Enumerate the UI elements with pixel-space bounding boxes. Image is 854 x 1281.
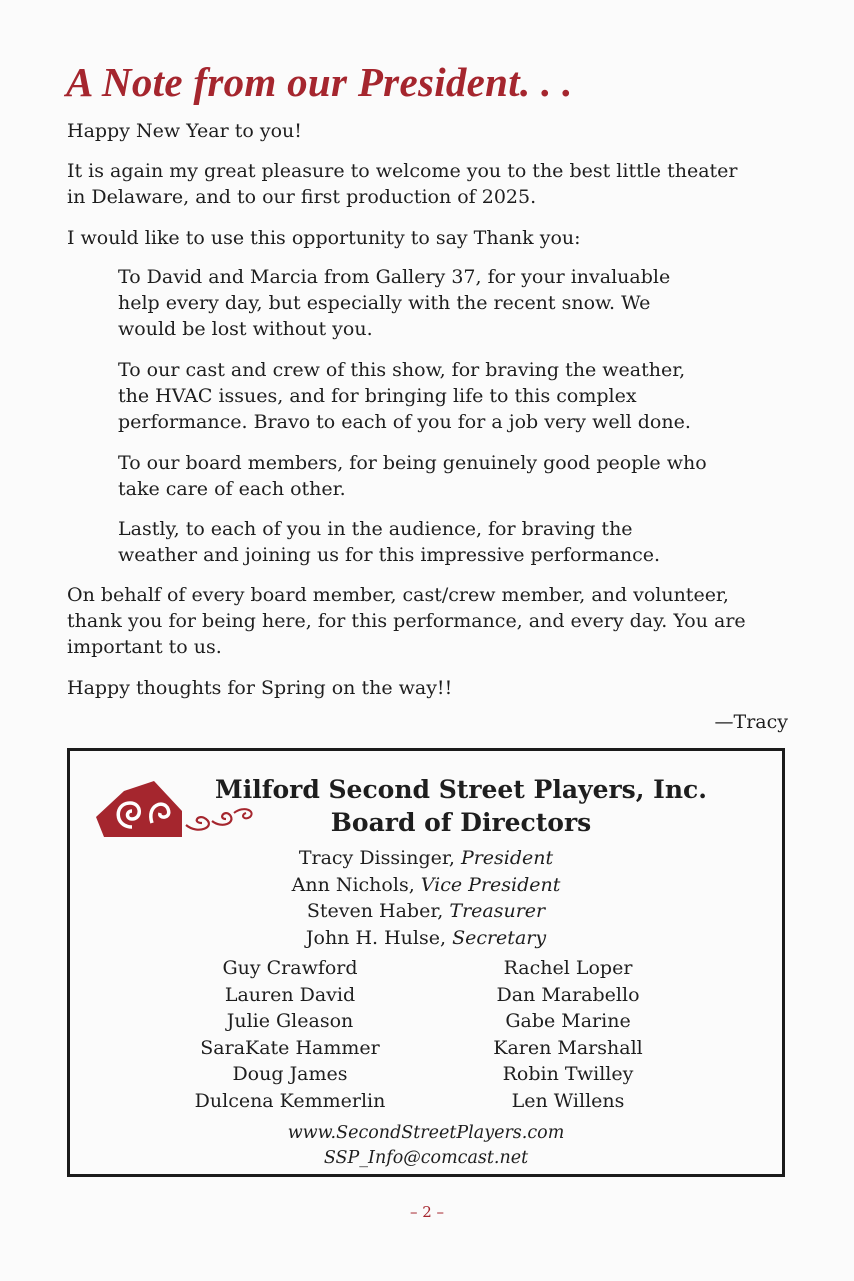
officer-president: Tracy Dissinger, President: [298, 847, 554, 869]
thanks-audience-line: Lastly, to each of you in the audience, for braving the: [118, 518, 633, 540]
officer-secretary: John H. Hulse, Secretary: [305, 926, 547, 949]
closing-line-2: thank you for being here, for this performance, and every day. You are: [67, 610, 746, 632]
board-member: Lauren David: [224, 983, 356, 1006]
thanks-gallery-line: would be lost without you.: [118, 318, 373, 340]
signoff: —Tracy: [714, 711, 788, 733]
officer-vice-president: Ann Nichols, Vice President: [291, 873, 561, 896]
spring-line: Happy thoughts for Spring on the way!!: [67, 677, 453, 699]
website-link[interactable]: www.SecondStreetPlayers.com: [287, 1123, 565, 1143]
page-number: – 2 –: [409, 1203, 445, 1221]
board-member: Dulcena Kemmerlin: [194, 1089, 386, 1112]
greeting: Happy New Year to you!: [67, 120, 302, 142]
board-member: Karen Marshall: [493, 1036, 643, 1059]
thanks-intro: I would like to use this opportunity to say Thank you:: [67, 227, 581, 249]
officer-treasurer: Steven Haber, Treasurer: [306, 900, 546, 922]
thanks-board-line: To our board members, for being genuinely good people who: [118, 452, 707, 474]
closing-line-1: On behalf of every board member, cast/crew member, and volunteer,: [67, 584, 729, 606]
intro-line-1: It is again my great pleasure to welcome you to the best little theater: [67, 160, 738, 182]
board-member: Gabe Marine: [505, 1010, 631, 1032]
board-subtitle: Board of Directors: [330, 808, 592, 837]
intro-line-2: in Delaware, and to our first production of 2025.: [67, 186, 537, 208]
board-member: Rachel Loper: [503, 957, 633, 979]
thanks-gallery-line: To David and Marcia from Gallery 37, for your invaluable: [118, 266, 671, 288]
thanks-cast-line: the HVAC issues, and for bringing life to this complex: [118, 385, 637, 407]
board-member: Robin Twilley: [502, 1063, 634, 1085]
board-member: Len Willens: [511, 1089, 625, 1112]
thanks-cast-line: performance. Bravo to each of you for a job very well done.: [118, 411, 691, 433]
contact-block: [70, 1121, 782, 1171]
board-member: Julie Gleason: [226, 1010, 354, 1032]
page-title: A Note from our President. . .: [66, 59, 573, 105]
thanks-gallery-line: help every day, but especially with the recent snow. We: [118, 292, 651, 314]
thanks-audience-line: weather and joining us for this impressive performance.: [118, 544, 661, 566]
members-left-column: [170, 955, 410, 1114]
thanks-cast-line: To our cast and crew of this show, for braving the weather,: [118, 359, 686, 381]
board-member: Guy Crawford: [222, 957, 358, 979]
board-member: Dan Marabello: [496, 983, 640, 1006]
org-name: Milford Second Street Players, Inc.: [215, 775, 707, 804]
board-of-directors-box: [67, 748, 785, 1177]
officers-list: [70, 845, 782, 951]
thanks-board-line: take care of each other.: [118, 478, 346, 500]
board-member: Doug James: [232, 1063, 348, 1085]
closing-line-3: important to us.: [67, 636, 222, 658]
board-member: SaraKate Hammer: [200, 1036, 380, 1059]
email-link[interactable]: SSP_Info@comcast.net: [323, 1148, 529, 1168]
members-right-column: [448, 955, 688, 1114]
